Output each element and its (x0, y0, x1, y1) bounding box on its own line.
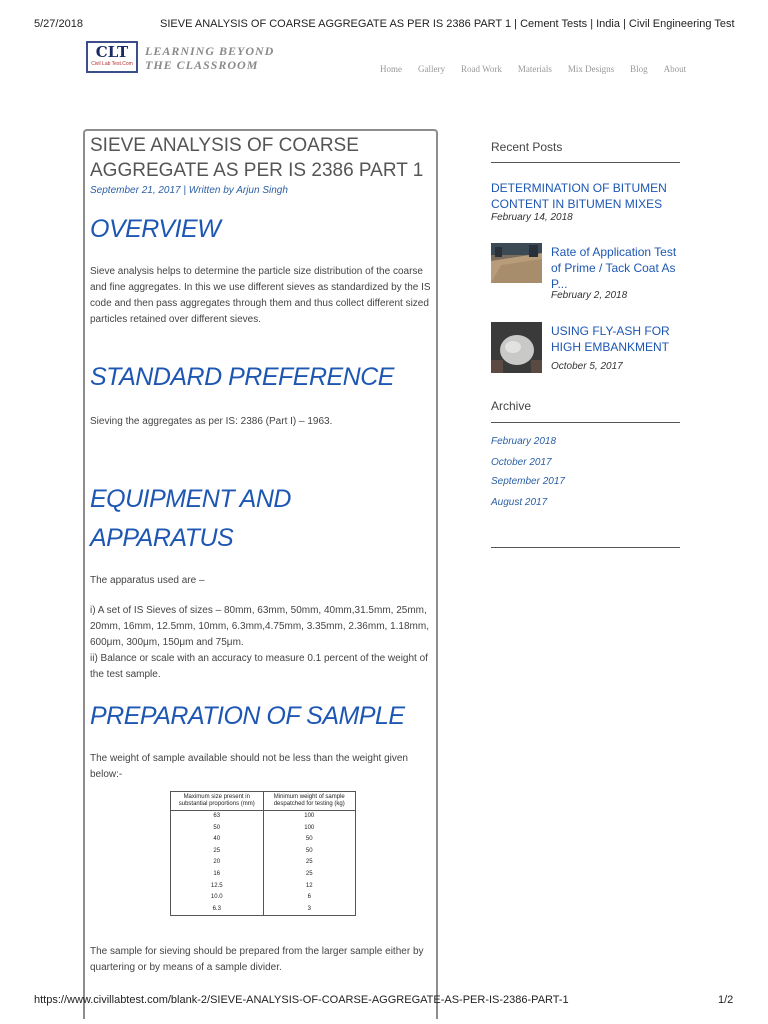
table-cell: 20 (171, 857, 264, 869)
standard-heading: STANDARD PREFERENCE (90, 363, 394, 391)
table-cell: 50 (171, 823, 264, 835)
recent-post-link-1[interactable]: DETERMINATION OF BITUMEN CONTENT IN BITUMEN MIXES (491, 181, 667, 211)
table-cell: 25 (263, 857, 356, 869)
preparation-heading: PREPARATION OF SAMPLE (90, 702, 405, 730)
table-row (171, 892, 356, 904)
table-cell: 63 (171, 811, 264, 823)
table-row (171, 869, 356, 881)
print-url: https://www.civillabtest.com/blank-2/SIEVE-ANALYSIS-OF-COARSE-AGGREGATE-AS-PER-IS-2386-PART-1 (34, 994, 569, 1006)
nav-home[interactable]: Home (380, 64, 402, 74)
table-cell: 3 (263, 904, 356, 916)
table-cell: 100 (263, 823, 356, 835)
overview-text: Sieve analysis helps to determine the particle size distribution of the coarse and fine aggregates. In this we use different sieves as standardized by the IS code and then pass aggregates through them and thus collect different sized particles retained over different sieves. (90, 266, 431, 325)
archive-link-oct-2017[interactable]: October 2017 (491, 457, 552, 468)
equipment-heading-line-1: EQUIPMENT AND (90, 485, 291, 513)
archive-link-sep-2017[interactable]: September 2017 (491, 476, 565, 487)
recent-post-date-2: February 2, 2018 (551, 290, 628, 301)
asphalt-road-thumbnail[interactable] (491, 243, 542, 283)
print-page-number: 1/2 (718, 994, 734, 1006)
table-row (171, 846, 356, 858)
main-nav (380, 64, 702, 74)
archive-link-feb-2018[interactable]: February 2018 (491, 436, 557, 447)
table-cell: 50 (263, 846, 356, 858)
nav-road-work[interactable]: Road Work (461, 64, 502, 74)
tagline-line-1: LEARNING BEYOND (145, 44, 275, 58)
post-title: SIEVE ANALYSIS OF COARSE AGGREGATE AS PER IS 2386 PART 1 (90, 135, 424, 181)
table-row (171, 823, 356, 835)
table-row (171, 857, 356, 869)
equipment-heading-line-2: APPARATUS (90, 524, 234, 552)
archive-divider (491, 422, 680, 423)
overview-heading: OVERVIEW (90, 215, 221, 243)
table-row (171, 881, 356, 893)
post-meta: September 21, 2017 | Written by Arjun Singh (90, 185, 288, 196)
table-cell: 6 (263, 892, 356, 904)
table-row (171, 834, 356, 846)
table-cell: 50 (263, 834, 356, 846)
equipment-intro: The apparatus used are – (90, 575, 205, 586)
logo-text: Civil Lab Test.Com (91, 61, 133, 67)
standard-text: Sieving the aggregates as per IS: 2386 (Part I) – 1963. (90, 416, 333, 427)
print-date: 5/27/2018 (34, 18, 83, 30)
nav-materials[interactable]: Materials (517, 64, 552, 74)
table-cell: 6.3 (171, 904, 264, 916)
table-cell: 12.5 (171, 881, 264, 893)
preparation-text: The weight of sample available should not be less than the weight given below:- (90, 753, 408, 780)
closing-text: The sample for sieving should be prepared from the larger sample either by quartering or by means of a sample divider. (90, 946, 424, 973)
table-cell: 12 (263, 881, 356, 893)
table-cell: 16 (171, 869, 264, 881)
nav-about[interactable]: About (663, 64, 687, 74)
site-logo[interactable] (86, 41, 138, 73)
table-cell: 40 (171, 834, 264, 846)
recent-post-date-1: February 14, 2018 (491, 212, 573, 223)
table-row (171, 904, 356, 916)
sidebar-bottom-divider (491, 547, 680, 548)
equipment-item-balance: ii) Balance or scale with an accuracy to measure 0.1 percent of the weight of the test sample. (90, 653, 428, 680)
table-cell: 25 (171, 846, 264, 858)
sample-weight-table (170, 791, 356, 916)
table-header-min-weight: Minimum weight of sample despatched for testing (kg) (263, 792, 356, 811)
archive-heading: Archive (491, 399, 532, 413)
equipment-item-sieves: i) A set of IS Sieves of sizes – 80mm, 63mm, 50mm, 40mm,31.5mm, 25mm, 20mm, 16mm, 12.5mm, 10mm, 6.3mm,4.75mm, 3.35mm, 2.36mm, 1.18mm, 600μm, 300μm, 150μm and 75μm. (90, 605, 429, 648)
tagline-line-2: THE CLASSROOM (145, 58, 259, 72)
table-cell: 10.0 (171, 892, 264, 904)
table-cell: 25 (263, 869, 356, 881)
archive-link-aug-2017[interactable]: August 2017 (491, 497, 548, 508)
recent-posts-heading: Recent Posts (491, 140, 563, 154)
table-row (171, 811, 356, 823)
recent-post-link-3[interactable]: USING FLY-ASH FOR HIGH EMBANKMENT (551, 324, 670, 354)
print-page-title: SIEVE ANALYSIS OF COARSE AGGREGATE AS PER IS 2386 PART 1 | Cement Tests | India | Civil Engineering Test (160, 18, 735, 30)
recent-post-link-2[interactable]: Rate of Application Test of Prime / Tack Coat As P... (551, 245, 677, 291)
nav-gallery[interactable]: Gallery (418, 64, 445, 74)
recent-post-date-3: October 5, 2017 (551, 361, 623, 372)
site-tagline (145, 44, 274, 72)
table-cell: 100 (263, 811, 356, 823)
fly-ash-thumbnail[interactable] (491, 322, 542, 373)
table-header-row (171, 792, 356, 811)
nav-blog[interactable]: Blog (630, 64, 648, 74)
recent-posts-divider (491, 162, 680, 163)
table-header-max-size: Maximum size present in substantial proportions (mm) (171, 792, 264, 811)
nav-mix-designs[interactable]: Mix Designs (567, 64, 615, 74)
logo-mark: CLT (95, 43, 129, 61)
